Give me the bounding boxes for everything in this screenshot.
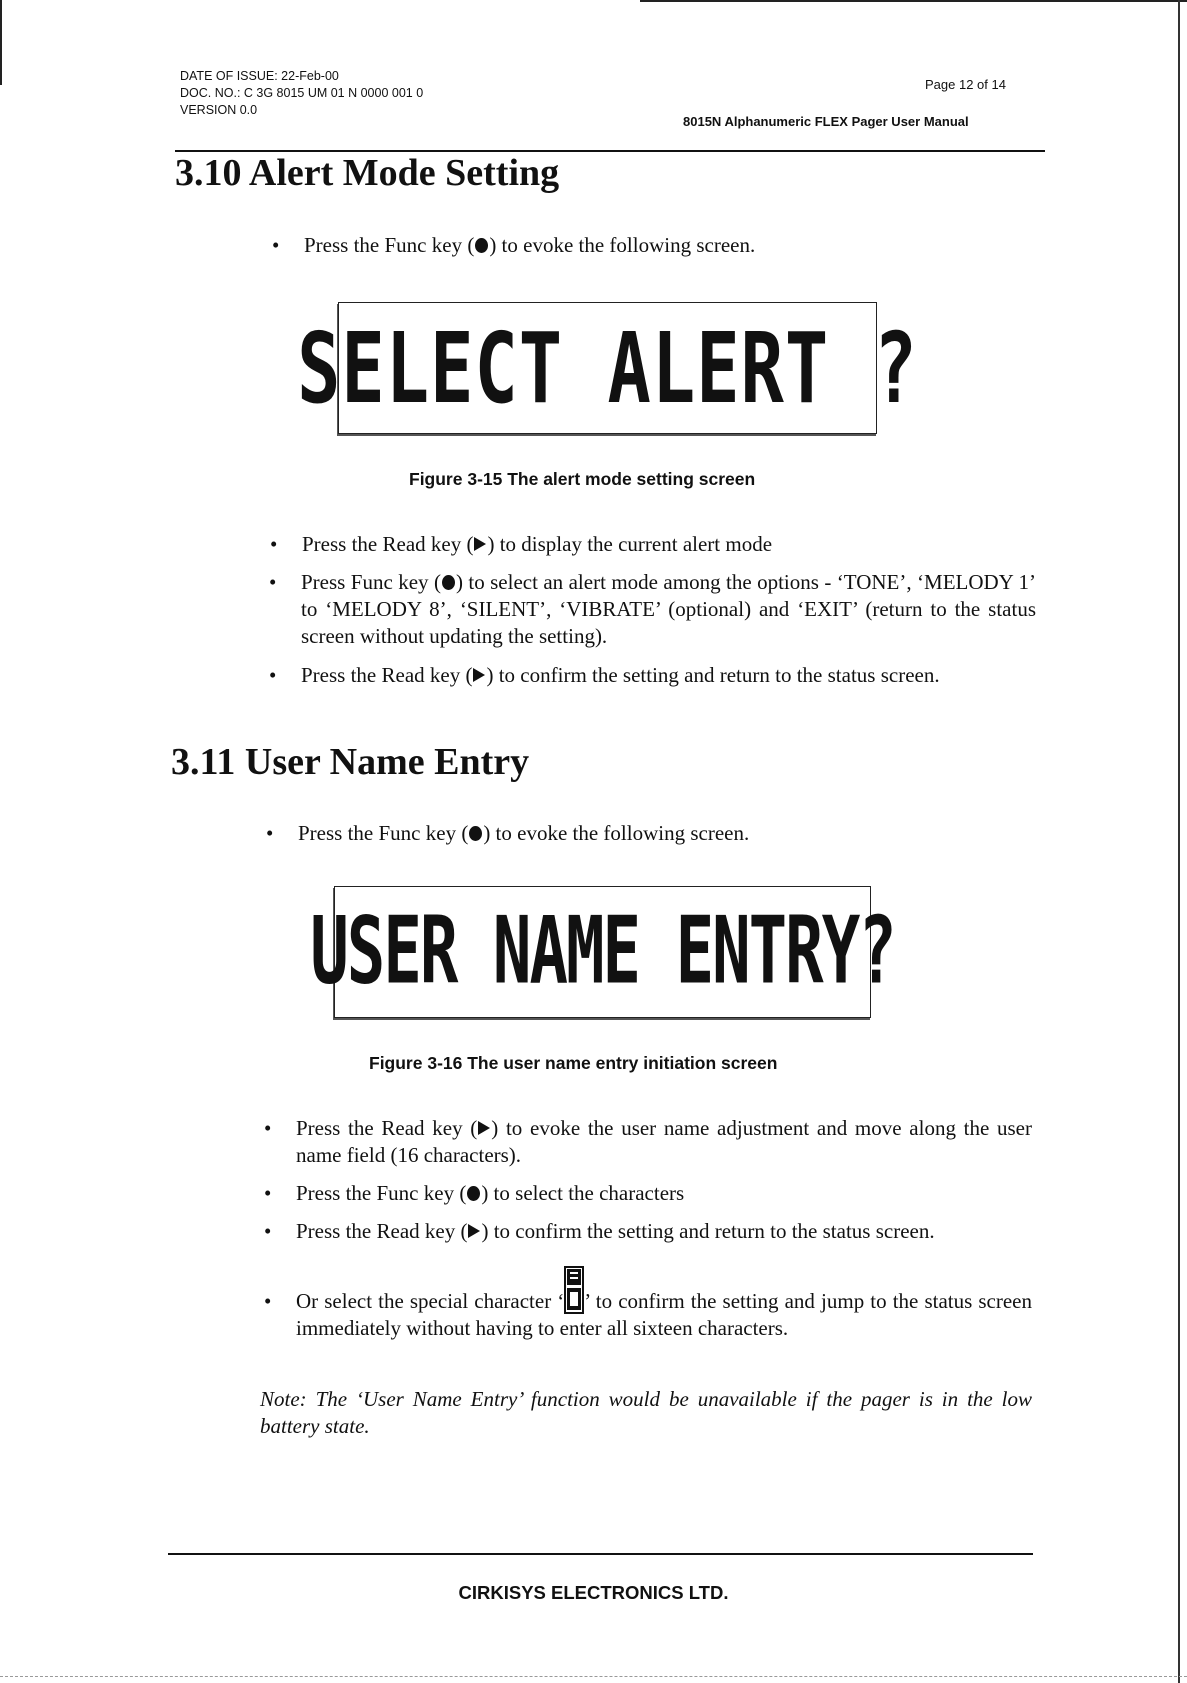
func-key-icon xyxy=(467,1186,480,1201)
lcd-text: SELECT ALERT ? xyxy=(297,311,918,425)
figure-caption-3-15: Figure 3-15 The alert mode setting screen xyxy=(409,469,756,489)
version: VERSION 0.0 xyxy=(180,103,258,117)
page-number: Page 12 of 14 xyxy=(925,77,1006,92)
func-key-icon xyxy=(469,826,482,841)
note-low-battery: Note: The ‘User Name Entry’ function would be unavailable if the pager is in the low battery state. xyxy=(260,1387,1032,1438)
scan-edge-left xyxy=(0,0,2,85)
read-key-icon xyxy=(474,537,486,551)
scan-edge-right xyxy=(1178,0,1180,1683)
lcd-text: USER NAME ENTRY? xyxy=(310,898,895,1006)
document-header-info xyxy=(180,68,423,119)
lcd-screen-user-name-entry xyxy=(310,886,895,1018)
manual-title: 8015N Alphanumeric FLEX Pager User Manual xyxy=(683,114,969,129)
footer-rule xyxy=(168,1553,1033,1555)
func-key-icon xyxy=(475,238,488,253)
scan-edge-top xyxy=(640,0,1187,2)
bullet-310-2: • Press Func key ( ) to select an alert mode among the options - ‘TONE’, ‘MELODY 1’ to ‘MELODY 8’, ‘SILENT’, ‘VIBRATE’ (optional) and ‘EXIT’ (return to the status screen without updating the setting). xyxy=(269,570,1036,648)
section-heading-3-10: 3.10 Alert Mode Setting xyxy=(175,152,560,194)
lcd-screen-select-alert xyxy=(297,302,918,434)
read-key-icon xyxy=(473,668,485,682)
special-character-icon xyxy=(564,1288,584,1315)
scan-edge-bottom xyxy=(0,1676,1187,1678)
date-of-issue: DATE OF ISSUE: 22-Feb-00 xyxy=(180,69,339,83)
bullet-311-1: • Press the Read key ( ) to evoke the user name adjustment and move along the user name field (16 characters). xyxy=(264,1116,1032,1167)
section-heading-3-11: 3.11 User Name Entry xyxy=(171,741,530,783)
bullet-311-4: • Or select the special character ‘ ’ to confirm the setting and jump to the status screen immediately without having to enter all sixteen characters. xyxy=(296,1288,1032,1342)
figure-caption-3-16: Figure 3-16 The user name entry initiation screen xyxy=(369,1053,778,1073)
doc-number: DOC. NO.: C 3G 8015 UM 01 N 0000 001 0 xyxy=(180,86,424,100)
bullet-dot: • xyxy=(272,233,280,257)
read-key-icon xyxy=(478,1121,490,1135)
read-key-icon xyxy=(468,1224,480,1238)
footer-company: CIRKISYS ELECTRONICS LTD. xyxy=(458,1582,729,1603)
func-key-icon xyxy=(442,575,455,590)
